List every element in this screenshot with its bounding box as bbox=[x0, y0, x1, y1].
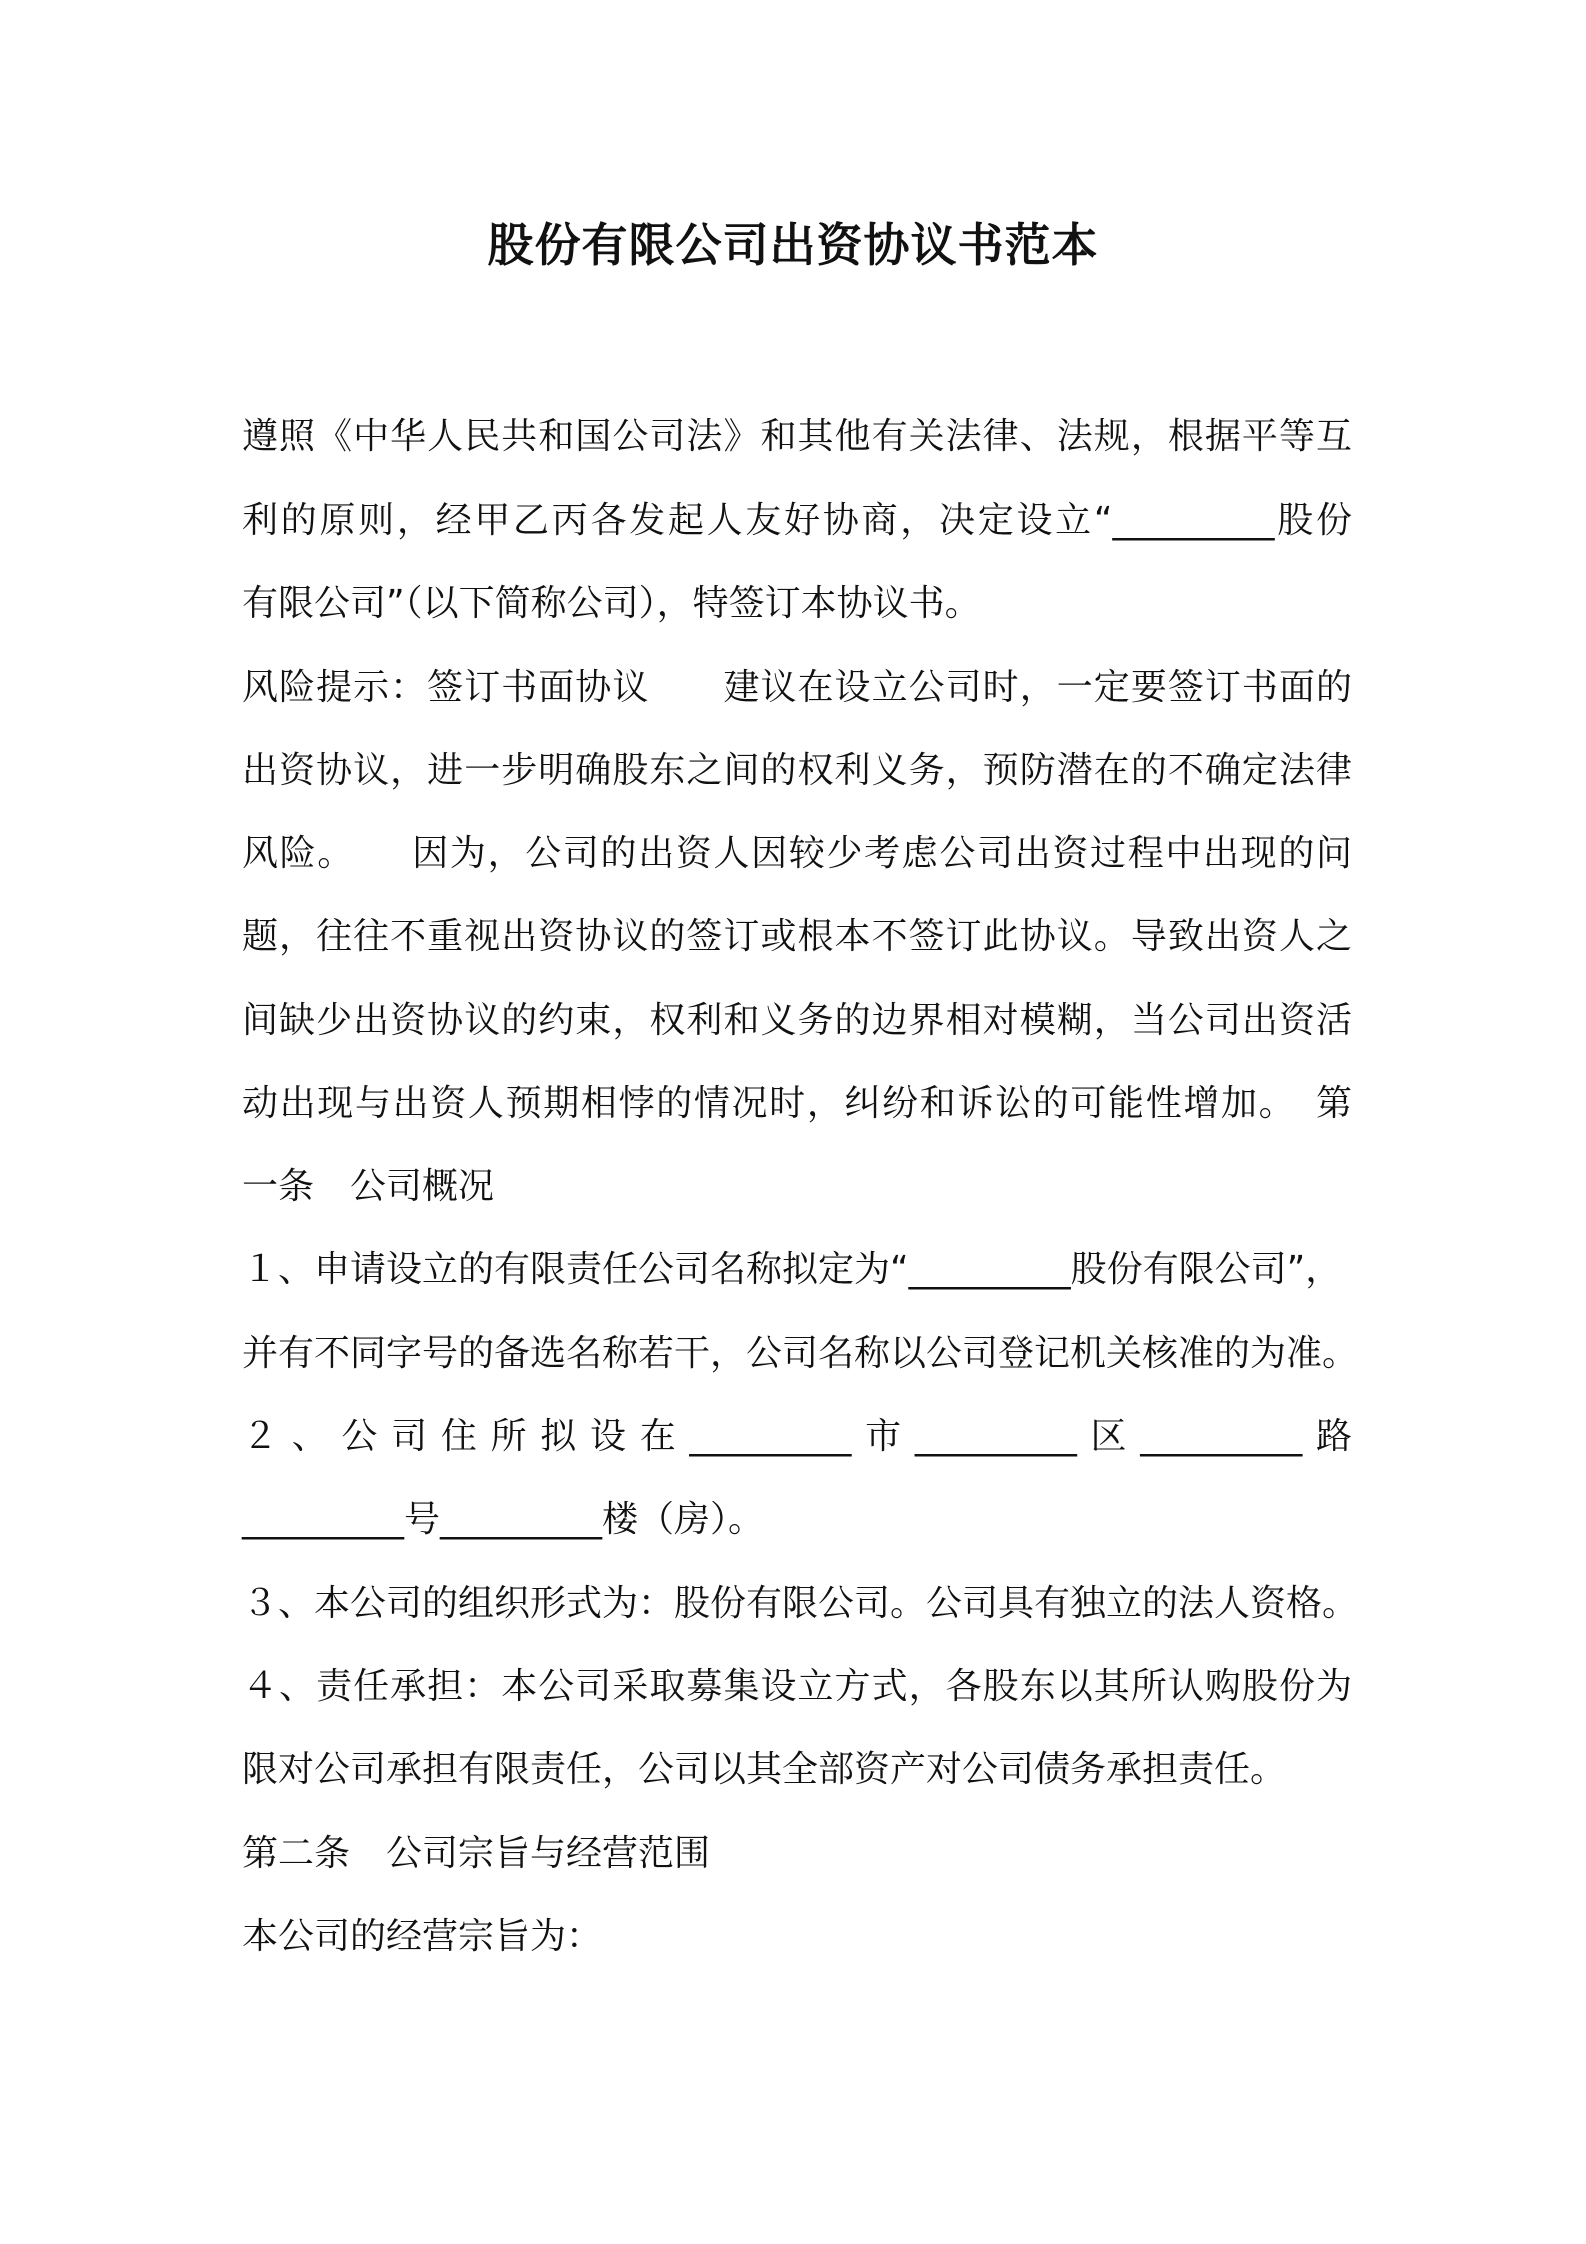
body-line: 题，往往不重视出资协议的签订或根本不签订此协议。导致出资人之 bbox=[242, 916, 1352, 957]
body-line: 有限公司”（以下简称公司），特签订本协议书。 bbox=[242, 583, 981, 624]
body-line: ４、责任承担：本公司采取募集设立方式，各股东以其所认购股份为 bbox=[242, 1666, 1352, 1707]
body-line: 利的原则，经甲乙丙各发起人友好协商，决定设立“_________股份 bbox=[242, 500, 1352, 541]
body-line: 风险。 因为，公司的出资人因较少考虑公司出资过程中出现的问 bbox=[242, 833, 1352, 874]
body-line: 本公司的经营宗旨为： bbox=[242, 1916, 603, 1957]
body-line: ２、公司住所拟设在_________市_________区_________路 bbox=[242, 1416, 1352, 1457]
body-line: _________号_________楼（房）。 bbox=[242, 1499, 765, 1540]
body-line: ３、本公司的组织形式为：股份有限公司。公司具有独立的法人资格。 bbox=[242, 1583, 1359, 1624]
body-line: １、申请设立的有限责任公司名称拟定为“_________股份有限公司”， bbox=[242, 1249, 1342, 1290]
body-line: 限对公司承担有限责任，公司以其全部资产对公司债务承担责任。 bbox=[242, 1749, 1287, 1790]
body-line: 间缺少出资协议的约束，权利和义务的边界相对模糊，当公司出资活 bbox=[242, 1000, 1352, 1041]
body-line: 出资协议，进一步明确股东之间的权利义务，预防潜在的不确定法律 bbox=[242, 750, 1352, 791]
section-heading: 第二条 公司宗旨与经营范围 bbox=[242, 1833, 711, 1874]
body-line: 遵照《中华人民共和国公司法》和其他有关法律、法规，根据平等互 bbox=[242, 416, 1352, 457]
body-line: 动出现与出资人预期相悖的情况时，纠纷和诉讼的可能性增加。 第 bbox=[242, 1083, 1352, 1124]
body-line: 并有不同字号的备选名称若干，公司名称以公司登记机关核准的为准。 bbox=[242, 1333, 1359, 1374]
section-heading: 一条 公司概况 bbox=[242, 1166, 495, 1207]
document-title: 股份有限公司出资协议书范本 bbox=[487, 218, 1099, 272]
body-line: 风险提示：签订书面协议 建议在设立公司时，一定要签订书面的 bbox=[242, 667, 1352, 708]
